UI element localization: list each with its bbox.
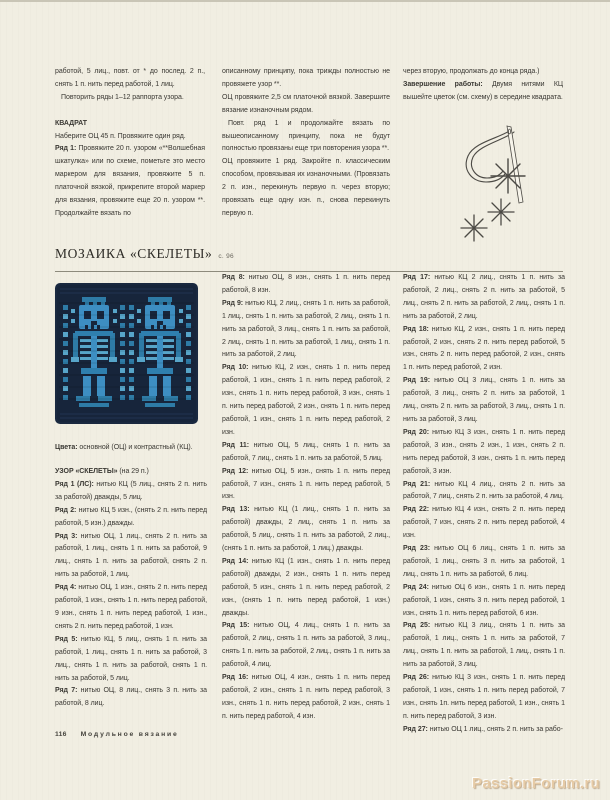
row-label: Ряд 9:	[222, 299, 244, 307]
embroidery-flower-illustration	[454, 124, 560, 254]
row-text: нитью КЦ, 2 изн., снять 1 п. нить перед работой, 2 изн., снять 2 п. нить перед работой, 5 изн., снять 2 п. нить перед работой, 2 изн., снять 1 п. нить перед работой, 2 изн.	[403, 325, 566, 372]
row-text: нитью ОЦ 6 изн., снять 1 п. нить перед работой, 1 изн., снять 3 п. нить перед работой, 1 изн., снять 1 п. нить перед работой, 6 изн.	[403, 583, 565, 617]
pattern-heading	[55, 466, 207, 479]
intro-paragraph: через вторую, продолжать до конца ряда.)	[403, 68, 540, 75]
row-text: нитью ОЦ, 4 изн., снять 1 п. нить перед работой, 2 изн., снять 1 п. нить перед работой, 3 изн., снять 1 п. нить перед работой, 2 изн., снять 1 п. нить перед работой, 4 изн.	[222, 674, 390, 720]
pattern-row	[55, 685, 207, 711]
row-text: нитью КЦ (1 лиц., снять 1 п. нить за работой) дважды, 2 лиц., снять 1 п. нить за работой, 5 лиц., снять 1 п. нить за работой, 2 лиц., (снять 1 п. нить за работой, 1 лиц.) дважды.	[222, 506, 390, 553]
swatch-caption	[55, 442, 207, 455]
row-text: нитью КЦ, 2 лиц., снять 1 п. нить за работой, 1 лиц., снять 1 п. нить за работой, 2 лиц., снять 1 п. нить за работой, 3 лиц., снять 1 п. нить за работой, 2 лиц., снять 1 п. нить за работой, 1 лиц., снять 1 п. нить за работой, 2 лиц.	[222, 299, 390, 359]
pattern-row	[55, 505, 207, 531]
star-stitch-icon	[461, 215, 487, 241]
pattern-row-list	[222, 272, 390, 724]
pattern-row	[403, 543, 565, 582]
row-label: Ряд 12:	[222, 467, 249, 475]
row-text: нитью КЦ 4 изн., снять 2 п. нить перед работой, 7 изн., снять 2 п. нить перед работой, 4 изн.	[403, 506, 565, 540]
finishing-label: Завершение работы:	[403, 80, 483, 88]
section-page-ref: с. 96	[218, 253, 234, 260]
row-text: нитью КЦ 2 лиц., снять 1 п. нить за работой, 2 лиц., снять 2 п. нить за работой, 5 лиц., снять 2 п. нить за работой, 2 лиц., снять 1 п. нить за работой, 2 лиц.	[403, 274, 565, 320]
intro-paragraph: Повт. ряд 1 и продолжайте вязать по вышеописанному принципу, пока не будут полностью провязаны еще три повторения узора **.	[222, 119, 390, 153]
pattern-row	[222, 556, 390, 621]
pattern-heading-title: УЗОР «СКЕЛЕТЫ»	[55, 468, 118, 475]
pattern-row	[403, 375, 565, 427]
row-label: Ряд 7:	[55, 687, 78, 695]
row-label: Ряд 23:	[403, 545, 430, 553]
row-label: Ряд 16:	[222, 674, 249, 682]
row-label: Ряд 8:	[222, 274, 245, 281]
pattern-row	[222, 672, 390, 724]
page-top-edge	[0, 0, 610, 2]
caption-text: основной (ОЦ) и контрастный (КЦ).	[79, 444, 193, 451]
pattern-row	[403, 582, 565, 621]
row-label: Ряд 20:	[403, 428, 430, 436]
intro-paragraph: Наберите ОЦ 45 п. Провяжите один ряд.	[55, 132, 186, 140]
pattern-rows-column-2	[222, 272, 390, 724]
row-label: Ряд 1 (ЛС):	[55, 480, 94, 488]
row-label: Ряд 13:	[222, 506, 250, 514]
row-label: Ряд 10:	[222, 364, 249, 372]
page-number: 116	[55, 731, 67, 738]
row-label: Ряд 15:	[222, 622, 250, 630]
row-text: нитью КЦ 3 изн., снять 1 п. нить перед работой, 3 изн., снять 2 изн., 1 изн., снять 2 п. нить перед работой, 3 изн., снять 1 п. нить перед работой, 3 изн.	[403, 428, 565, 475]
intro-paragraph-text: Провяжите 20 п. узором «**Волшебная шкатулка» или по схеме, пометьте это место маркером для вязания, провяжите 5 п. платочной вязкой, прикрепите второй маркер для вязания, провяжите еще 20 п. узором **. Продолжайте вязать по	[55, 145, 205, 217]
row-text: нитью КЦ, 5 лиц., снять 1 п. нить за работой, 1 лиц., снять 1 п. нить за работой, 3 лиц., снять 1 п. нить за работой, снять 1 п. нить за работой, 5 лиц.	[55, 635, 207, 682]
row-text: нитью ОЦ 6 лиц., снять 1 п. нить за работой, 1 лиц., снять 3 п. нить за работой, 1 лиц., снять 1 п. нить за работой, 6 лиц.	[403, 545, 565, 578]
pattern-row	[55, 531, 207, 583]
pattern-rows-column-1	[55, 466, 207, 711]
row-label: Ряд 21:	[403, 480, 431, 488]
row-text: нитью КЦ 5 изн., (снять 2 п. нить перед работой, 5 изн.) дважды.	[55, 506, 207, 527]
pattern-row	[403, 324, 565, 376]
row-label: Ряд 18:	[403, 325, 429, 333]
intro-column-1	[55, 66, 205, 221]
row-label: Ряд 24:	[403, 583, 429, 591]
row-text: нитью ОЦ, 8 изн., снять 1 п. нить перед работой, 8 изн.	[222, 274, 390, 294]
row-label: Ряд 1:	[55, 145, 77, 153]
star-stitch-icon	[491, 159, 525, 193]
pattern-row	[222, 504, 390, 556]
row-text: нитью КЦ (1 изн., снять 1 п. нить перед работой) дважды, 2 изн., снять 1 п. нить перед работой, 5 изн., снять 1 п. нить перед работой, 2 изн., (снять 1 п. нить перед работой, 1 изн.) дважды.	[222, 557, 391, 617]
pattern-row	[403, 479, 565, 505]
section-header	[55, 245, 563, 272]
row-label: Ряд 17:	[403, 274, 431, 281]
intro-paragraph	[55, 143, 205, 220]
section-title: МОЗАИКА «СКЕЛЕТЫ»	[55, 246, 213, 261]
row-text: нитью ОЦ, 8 лиц., снять 3 п. нить за работой, 8 лиц.	[55, 687, 207, 708]
caption-label: Цвета:	[55, 444, 78, 451]
row-label: Ряд 11:	[222, 441, 250, 449]
row-label: Ряд 14:	[222, 557, 249, 565]
row-text: нитью КЦ 3 лиц., снять 1 п. нить за работой, 1 лиц., снять 1 п. нить за работой, 7 лиц., снять 1 п. нить за работой, 1 лиц., снять 1 п. нить за работой, 3 лиц.	[403, 622, 565, 669]
intro-paragraph: описанному принципу, пока трижды полностью не провяжете узор **.	[222, 68, 390, 88]
pattern-row	[222, 298, 390, 363]
row-text: нитью КЦ 4 лиц., снять 2 п. нить за работой, 7 лиц., снять 2 п. нить за работой, 4 лиц.	[403, 480, 565, 501]
knitted-swatch-image	[55, 283, 198, 424]
intro-paragraph: Повторить ряды 1–12 раппорта узора.	[61, 93, 184, 101]
row-text: нитью КЦ 3 изн., снять 1 п. нить перед работой, 1 изн., снять 1 п. нить перед работой, 7 изн., снять 1п. нить перед работой, 1 изн., снять 1 п. нить перед работой, 3 изн.	[403, 674, 565, 720]
book-title: Модульное вязание	[80, 731, 179, 738]
row-text: нитью ОЦ 1 лиц., снять 2 п. нить за рабо-	[429, 725, 563, 733]
pattern-rows-column-3	[403, 272, 565, 737]
kvadrat-heading: КВАДРАТ	[55, 119, 87, 127]
pattern-row	[403, 672, 565, 724]
pattern-row	[222, 440, 390, 466]
intro-column-3	[403, 66, 563, 105]
pattern-row	[403, 724, 565, 737]
pattern-row	[222, 466, 390, 505]
row-text: нитью КЦ (5 лиц., снять 2 п. нить за работой) дважды, 5 лиц.	[55, 480, 207, 501]
page-footer	[55, 731, 179, 738]
pattern-row	[222, 620, 390, 672]
pattern-heading-suffix: (на 29 п.)	[119, 468, 149, 475]
row-text: нитью ОЦ, 1 изн., снять 2 п. нить перед работой, 1 изн., снять 1 п. нить перед работой, 9 изн., снять 1 п. нить перед работой, 1 изн., снять 2 п. нить перед работой, 1 изн.	[55, 584, 207, 630]
row-label: Ряд 25:	[403, 622, 431, 630]
pattern-row	[55, 634, 207, 686]
row-label: Ряд 4:	[55, 584, 77, 592]
skeleton-swatch-photo	[55, 283, 198, 424]
row-label: Ряд 3:	[55, 532, 78, 540]
pattern-row	[403, 427, 565, 479]
row-text: нитью ОЦ, 5 изн., снять 1 п. нить перед работой, 7 изн., снять 1 п. нить перед работой, 5 изн.	[222, 467, 390, 501]
star-stitch-icon	[488, 199, 514, 225]
needle-and-star-stitch-drawing	[454, 124, 560, 254]
intro-paragraph: работой, 5 лиц., повт. от * до послед. 2 п., снять 1 п. нить перед работой, 1 лиц.	[55, 68, 205, 88]
row-label: Ряд 5:	[55, 635, 78, 643]
intro-paragraph-text: Двумя нитями КЦ вышейте цветок (см. схему) в середине квадрата.	[403, 80, 563, 101]
row-text: нитью КЦ, 2 изн., снять 1 п. нить перед работой, 1 изн., снять 1 п. нить перед работой, 2 изн., снять 1 п. нить перед работой, 3 изн., снять 1 п. нить перед работой, 2 изн., снять 1 п. нить перед работой, 1 изн., снять 1 п. нить перед работой, 2 изн.	[222, 364, 390, 436]
row-label: Ряд 2:	[55, 506, 77, 514]
row-label: Ряд 27:	[403, 725, 428, 733]
pattern-row	[403, 620, 565, 672]
row-text: нитью ОЦ, 5 лиц., снять 1 п. нить за работой, 7 лиц., снять 1 п. нить за работой, 5 лиц.	[222, 441, 390, 462]
pattern-row	[55, 582, 207, 634]
pattern-row	[403, 272, 565, 324]
row-label: Ряд 26:	[403, 674, 430, 682]
pattern-row-list	[55, 479, 207, 711]
row-label: Ряд 19:	[403, 377, 430, 385]
row-text: нитью ОЦ 3 лиц., снять 1 п. нить за работой, 3 лиц., снять 2 п. нить за работой, 1 лиц., снять 2 п. нить за работой, 3 лиц., снять 1 п. нить за работой, 3 лиц.	[403, 377, 565, 423]
needle-icon	[507, 126, 523, 203]
intro-paragraph	[403, 79, 563, 105]
intro-paragraph: ОЦ провяжите 2,5 см платочной вязкой. Завершите вязание изнаночным рядом.	[222, 93, 390, 114]
pattern-row	[222, 362, 390, 439]
pattern-row-list	[403, 272, 565, 737]
pattern-row	[403, 504, 565, 543]
row-text: нитью ОЦ, 4 лиц., снять 1 п. нить за работой, 2 лиц., снять 1 п. нить за работой, 3 лиц., снять 1 п. нить за работой, 2 лиц., снять 1 п. нить за работой, 4 лиц.	[222, 622, 390, 669]
row-label: Ряд 22:	[403, 506, 430, 514]
pattern-row	[55, 479, 207, 505]
row-text: нитью ОЦ, 1 лиц., снять 2 п. нить за работой, 1 лиц., снять 1 п. нить за работой, 9 лиц., снять 1 п. нить за работой, снять 2 п. нить за работой, 1 лиц.	[55, 532, 207, 579]
watermark: PassionForum.ru	[472, 775, 600, 792]
intro-column-2	[222, 66, 390, 221]
intro-paragraph: ОЦ провяжите 1 ряд. Закройте п. классическим способом, провязывая их изнаночными. (Провязать 2 п. изн., перекинуть первую п. через вторую; провязать еще одну изн. п., снова перекинуть первую п.	[222, 158, 390, 217]
pattern-row	[222, 272, 390, 298]
